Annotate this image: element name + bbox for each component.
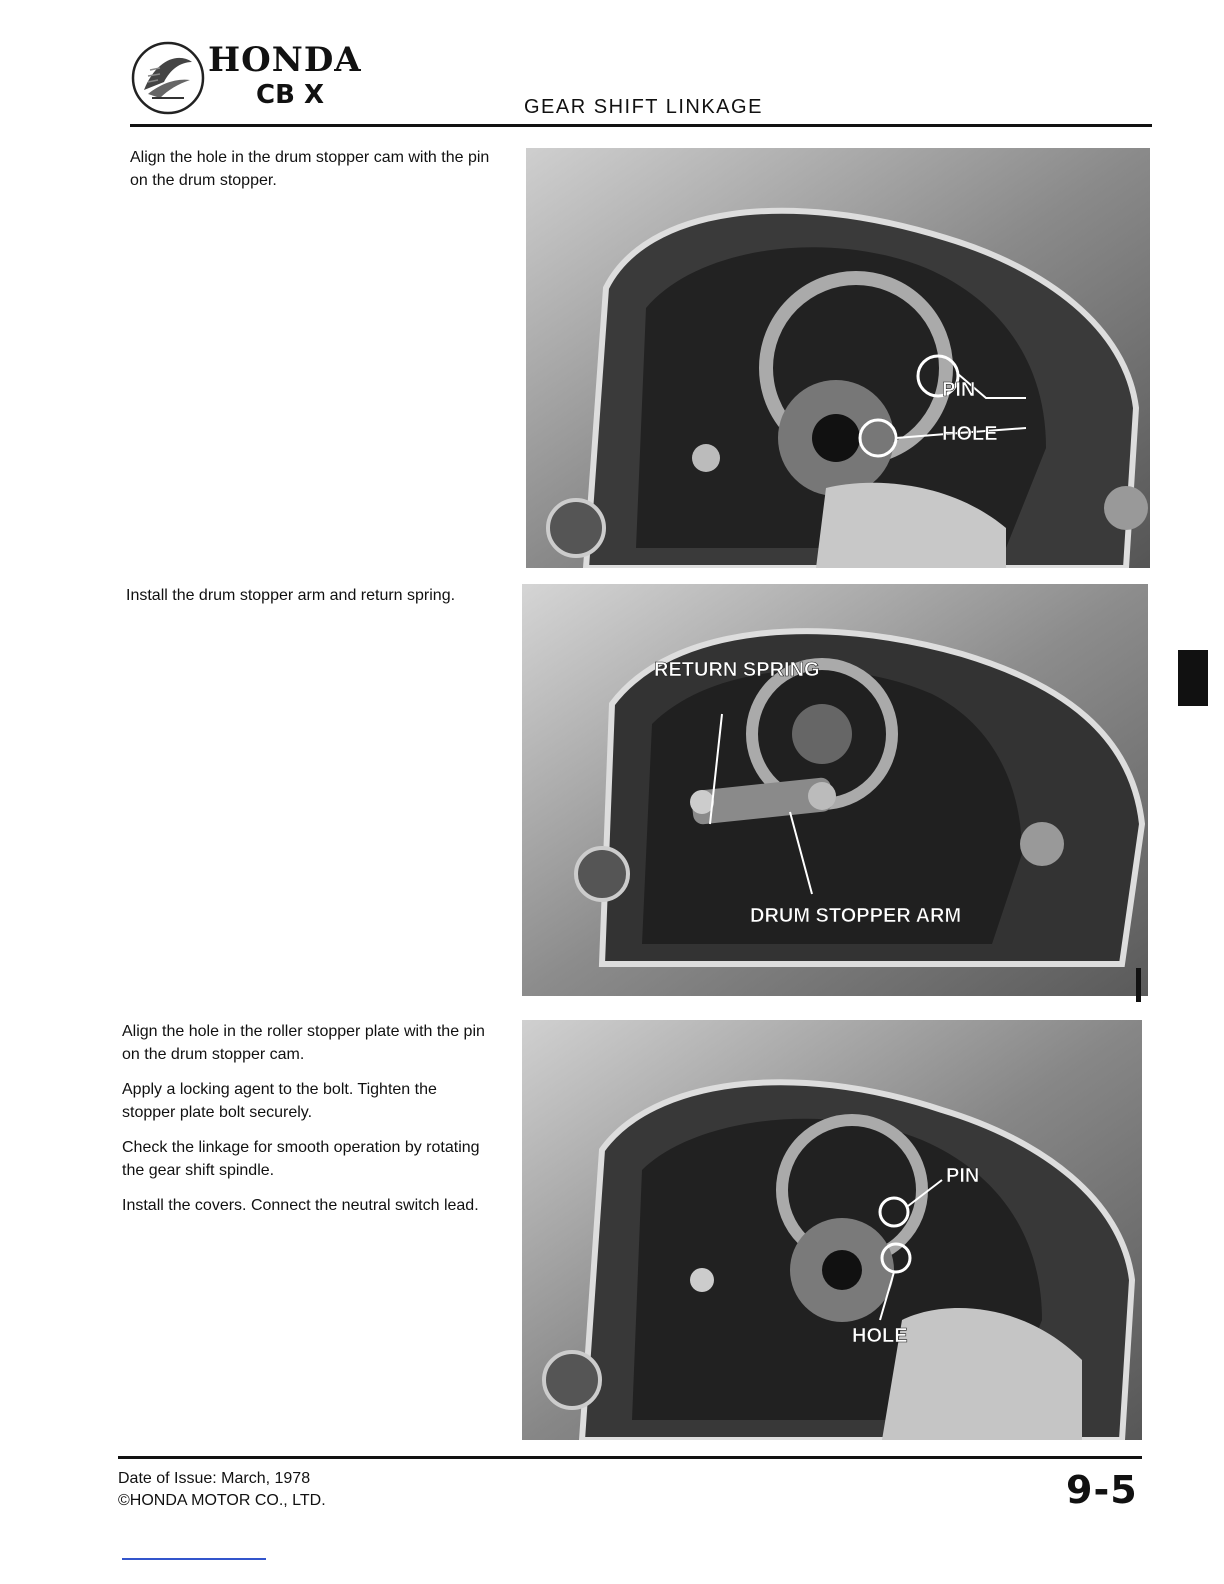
step-2-photo	[522, 584, 1148, 996]
footer-info	[118, 1468, 326, 1512]
brand-name: HONDA	[208, 40, 362, 80]
honda-logo	[130, 40, 430, 120]
photo-2-label-return-spring: RETURN SPRING	[654, 659, 820, 681]
edge-mark	[1136, 968, 1141, 1002]
step-3-paragraph-2: Apply a locking agent to the bolt. Tighten the stopper plate bolt securely.	[122, 1081, 437, 1121]
header-rule	[130, 124, 1152, 127]
section-tab-marker	[1178, 650, 1208, 706]
photo-3-label-hole: HOLE	[852, 1325, 908, 1347]
photo-1-label-pin: PIN	[942, 379, 976, 401]
section-title: GEAR SHIFT LINKAGE	[524, 96, 763, 118]
step-2-paragraph: Install the drum stopper arm and return spring.	[126, 587, 456, 604]
copyright: ©HONDA MOTOR CO., LTD.	[118, 1492, 326, 1509]
step-3-photo	[522, 1020, 1142, 1440]
scan-underline	[122, 1558, 266, 1560]
step-1-photo	[526, 148, 1150, 568]
photo-1-label-hole: HOLE	[942, 423, 998, 445]
photo-3-label-pin: PIN	[946, 1165, 980, 1187]
honda-wing-emblem-icon	[130, 40, 206, 116]
photo-2-label-drum-stopper-arm: DRUM STOPPER ARM	[750, 905, 962, 927]
step-1-text	[130, 146, 502, 204]
step-3-paragraph-3: Check the linkage for smooth operation by rotating the gear shift spindle.	[122, 1139, 480, 1179]
step-2-text	[126, 584, 498, 619]
page-number: 9-5	[1066, 1468, 1138, 1512]
model-name: CB X	[256, 80, 324, 110]
footer-rule	[118, 1456, 1142, 1459]
date-of-issue: Date of Issue: March, 1978	[118, 1470, 311, 1487]
step-3-text	[122, 1020, 494, 1229]
step-1-paragraph: Align the hole in the drum stopper cam with the pin on the drum stopper.	[130, 149, 490, 189]
step-3-paragraph-1: Align the hole in the roller stopper plate with the pin on the drum stopper cam.	[122, 1023, 485, 1063]
step-3-paragraph-4: Install the covers. Connect the neutral switch lead.	[122, 1197, 479, 1214]
